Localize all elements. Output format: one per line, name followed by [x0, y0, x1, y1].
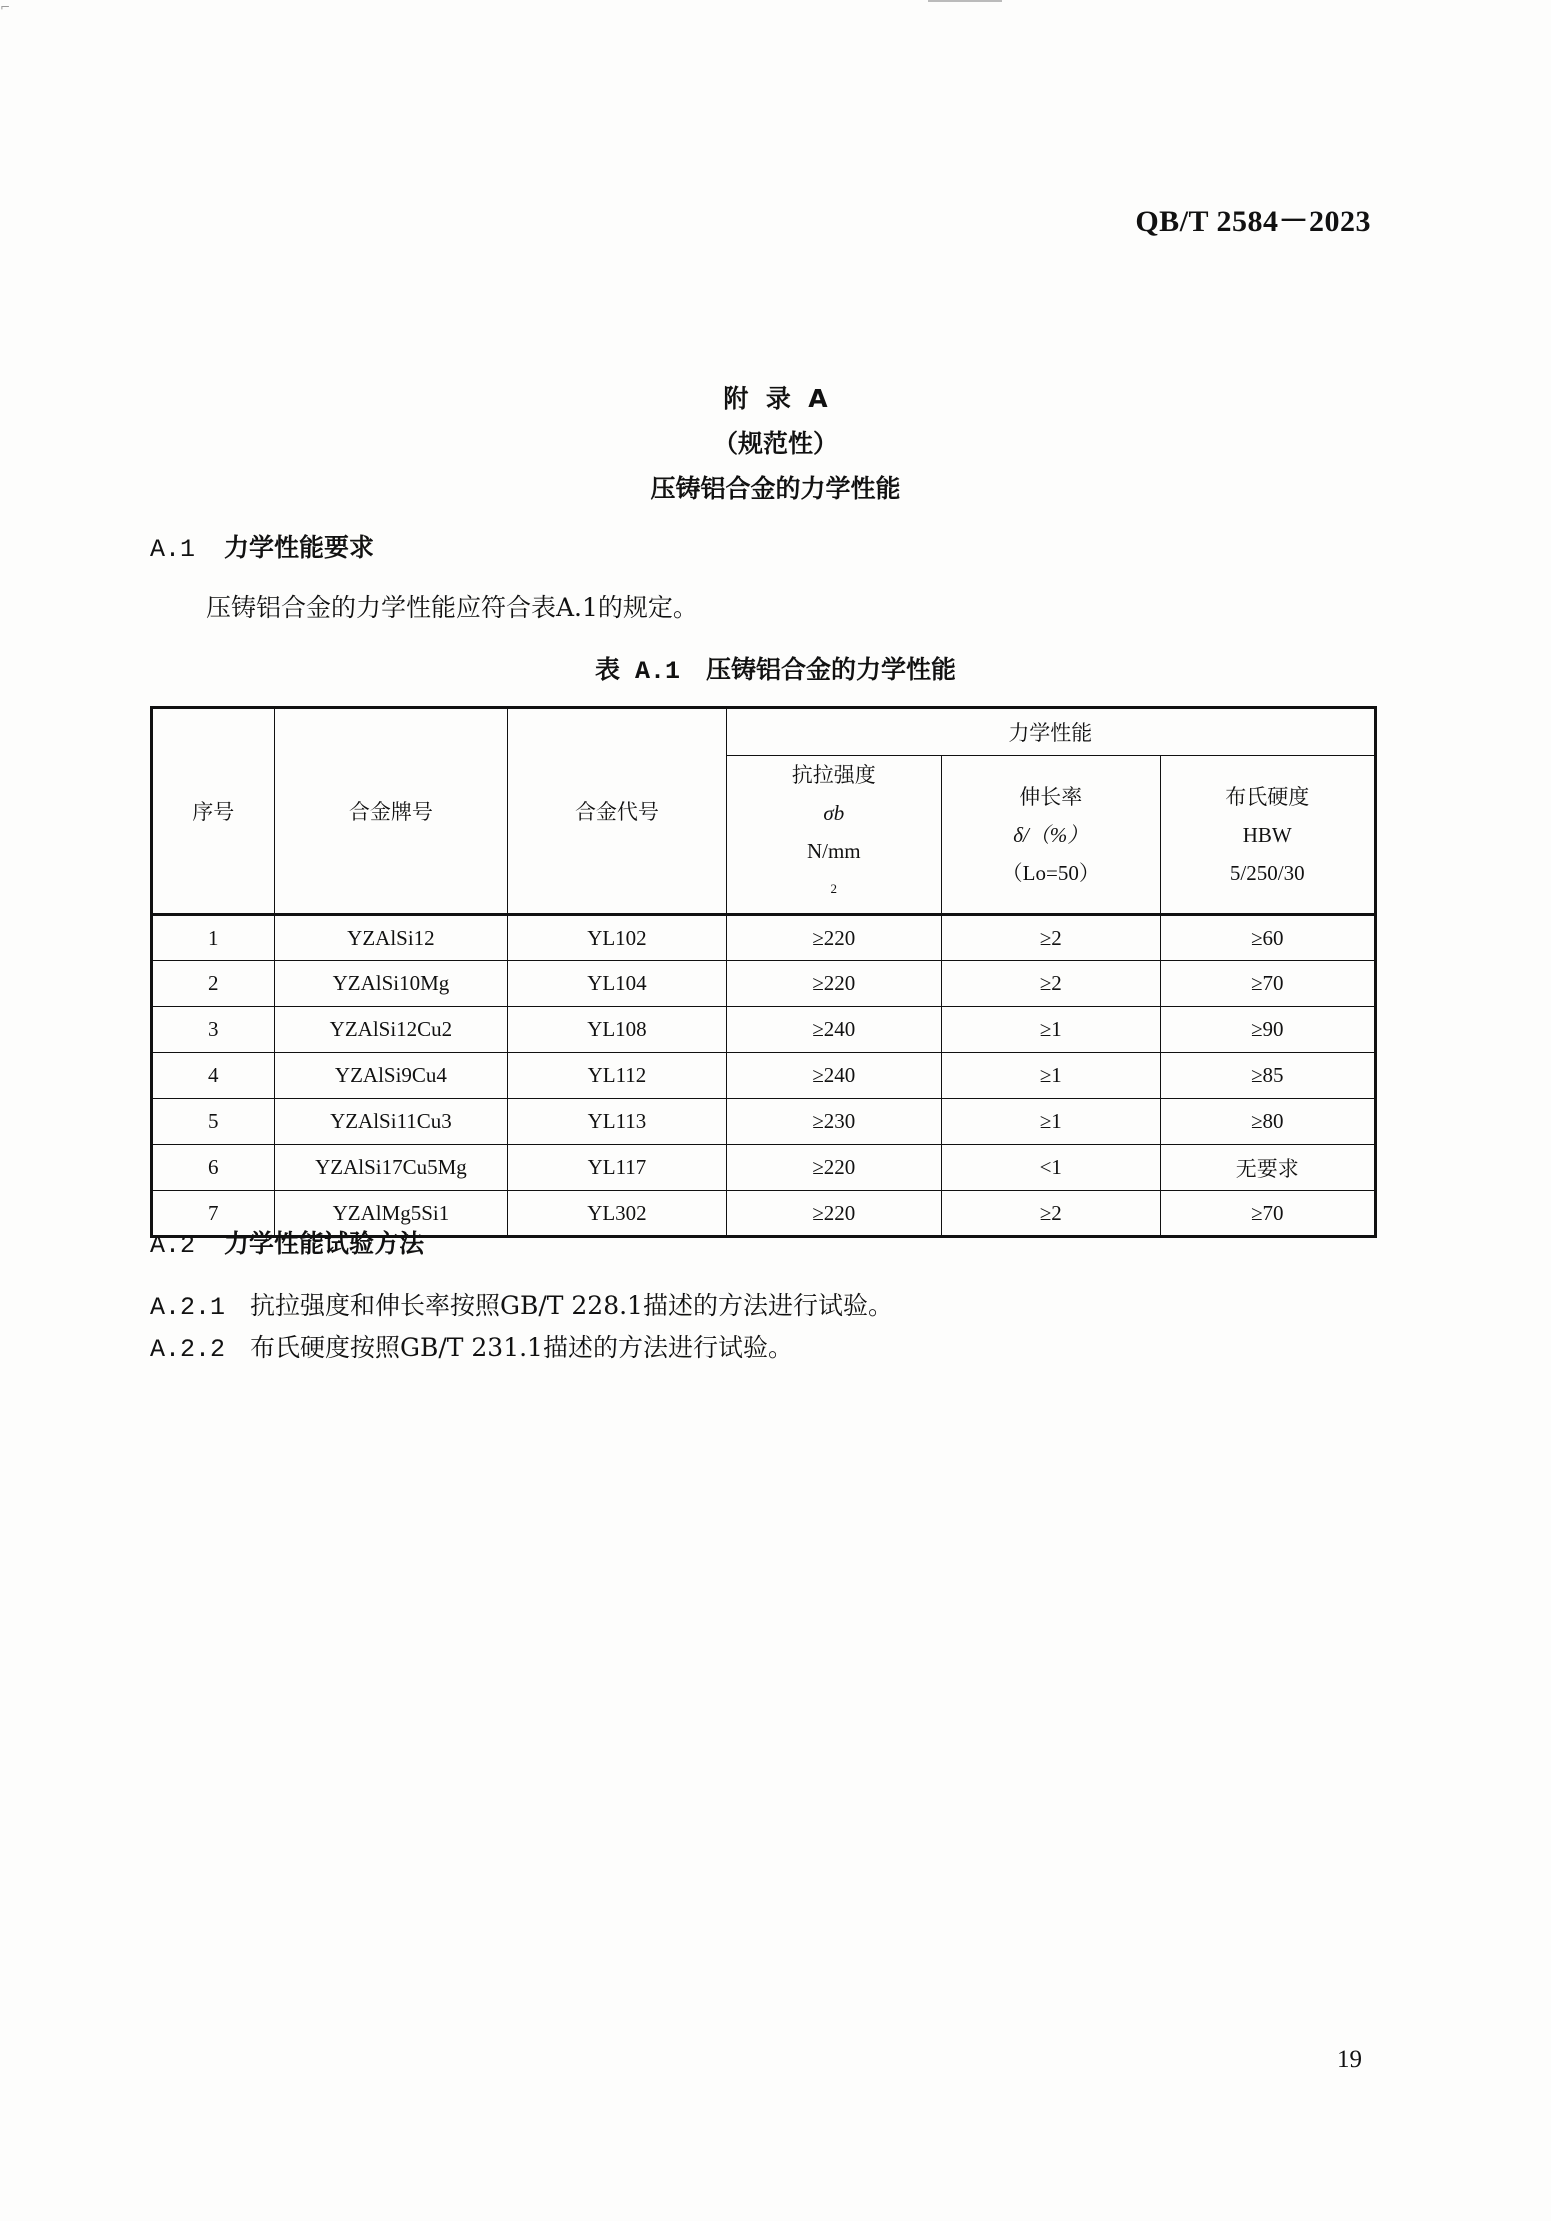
clause-text: 抗拉强度和伸长率按照GB/T 228.1描述的方法进行试验。	[250, 1291, 893, 1320]
cell-code: YL112	[508, 1053, 726, 1099]
header-seq: 序号	[152, 708, 275, 915]
cell-grade: YZAlSi10Mg	[274, 961, 508, 1007]
cell-tensile: ≥220	[726, 1145, 941, 1191]
header-elongation-condition: （Lo=50）	[1001, 860, 1100, 885]
appendix-type: （规范性）	[712, 429, 838, 458]
header-elongation-name: 伸长率	[1019, 784, 1083, 809]
section-number: A.1	[150, 535, 196, 564]
header-hardness-name: 布氏硬度	[1225, 784, 1310, 809]
cell-grade: YZAlSi12	[274, 915, 508, 961]
header-mechanical-properties: 力学性能	[726, 708, 1375, 756]
cell-tensile: ≥220	[726, 915, 941, 961]
table-row	[152, 961, 1376, 1007]
section-a1-heading	[150, 528, 374, 564]
cell-hardness: 无要求	[1160, 1145, 1376, 1191]
cell-elongation: ≥1	[941, 1007, 1160, 1053]
cell-grade: YZAlSi9Cu4	[274, 1053, 508, 1099]
cell-tensile: ≥230	[726, 1099, 941, 1145]
cell-seq: 6	[152, 1145, 275, 1191]
standard-code: QB/T 2584－2023	[1135, 205, 1371, 238]
appendix-name: 压铸铝合金的力学性能	[650, 474, 901, 503]
appendix-title: 附 录 A	[723, 384, 828, 413]
header-tensile-unit: N/mm $^2$	[806, 839, 861, 896]
cell-elongation: <1	[941, 1145, 1160, 1191]
cell-seq: 7	[152, 1191, 275, 1237]
clause-a21	[150, 1286, 893, 1322]
cell-code: YL117	[508, 1145, 726, 1191]
cell-code: YL113	[508, 1099, 726, 1145]
clause-text: 布氏硬度按照GB/T 231.1描述的方法进行试验。	[250, 1333, 793, 1362]
clause-a22	[150, 1328, 793, 1364]
header-elongation-symbol: δ/（%）	[1013, 822, 1089, 847]
table-row	[152, 1053, 1376, 1099]
table-caption-title: 压铸铝合金的力学性能	[706, 655, 957, 684]
cell-grade: YZAlMg5Si1	[274, 1191, 508, 1237]
cell-seq: 4	[152, 1053, 275, 1099]
table-row	[152, 1007, 1376, 1053]
cell-tensile: ≥240	[726, 1007, 941, 1053]
cell-tensile: ≥220	[726, 1191, 941, 1237]
cell-grade: YZAlSi12Cu2	[274, 1007, 508, 1053]
cell-seq: 5	[152, 1099, 275, 1145]
cell-elongation: ≥2	[941, 1191, 1160, 1237]
section-a2-heading	[150, 1224, 424, 1260]
cell-hardness: ≥85	[1160, 1053, 1376, 1099]
section-number: A.2	[150, 1231, 196, 1260]
cell-code: YL108	[508, 1007, 726, 1053]
intro-paragraph: 压铸铝合金的力学性能应符合表A.1的规定。	[206, 593, 698, 622]
header-hardness	[1160, 756, 1376, 915]
cell-tensile: ≥220	[726, 961, 941, 1007]
cell-hardness: ≥90	[1160, 1007, 1376, 1053]
mechanical-properties-table	[150, 706, 1377, 1238]
cell-code: YL104	[508, 961, 726, 1007]
section-title: 力学性能要求	[224, 533, 375, 562]
cell-grade: YZAlSi17Cu5Mg	[274, 1145, 508, 1191]
cell-hardness: ≥70	[1160, 961, 1376, 1007]
header-hardness-symbol: HBW	[1242, 822, 1292, 847]
cell-elongation: ≥1	[941, 1053, 1160, 1099]
table-caption-number: 表 A.1	[594, 657, 680, 686]
header-tensile-name: 抗拉强度	[791, 763, 876, 787]
table-row	[152, 1145, 1376, 1191]
cell-elongation: ≥1	[941, 1099, 1160, 1145]
cell-tensile: ≥240	[726, 1053, 941, 1099]
cell-hardness: ≥80	[1160, 1099, 1376, 1145]
cell-seq: 3	[152, 1007, 275, 1053]
cell-seq: 1	[152, 915, 275, 961]
clause-number: A.2.2	[150, 1335, 226, 1364]
table-caption	[0, 650, 1551, 686]
cell-grade: YZAlSi11Cu3	[274, 1099, 508, 1145]
header-tensile-symbol: σb	[823, 801, 845, 825]
cell-elongation: ≥2	[941, 961, 1160, 1007]
header-grade: 合金牌号	[274, 708, 508, 915]
header-hardness-condition: 5/250/30	[1229, 860, 1305, 885]
cell-elongation: ≥2	[941, 915, 1160, 961]
clause-number: A.2.1	[150, 1293, 226, 1322]
header-code: 合金代号	[508, 708, 726, 915]
appendix-heading	[0, 376, 1551, 511]
cell-hardness: ≥70	[1160, 1191, 1376, 1237]
cell-seq: 2	[152, 961, 275, 1007]
header-tensile	[726, 756, 941, 915]
table-row	[152, 1099, 1376, 1145]
page-number: 19	[1337, 2046, 1362, 2073]
cell-hardness: ≥60	[1160, 915, 1376, 961]
cell-code: YL302	[508, 1191, 726, 1237]
cell-code: YL102	[508, 915, 726, 961]
corner-mark: ⌐	[0, 0, 11, 14]
table-row	[152, 915, 1376, 961]
section-title: 力学性能试验方法	[224, 1229, 425, 1258]
header-elongation	[941, 756, 1160, 915]
scan-mark	[928, 0, 1002, 2]
